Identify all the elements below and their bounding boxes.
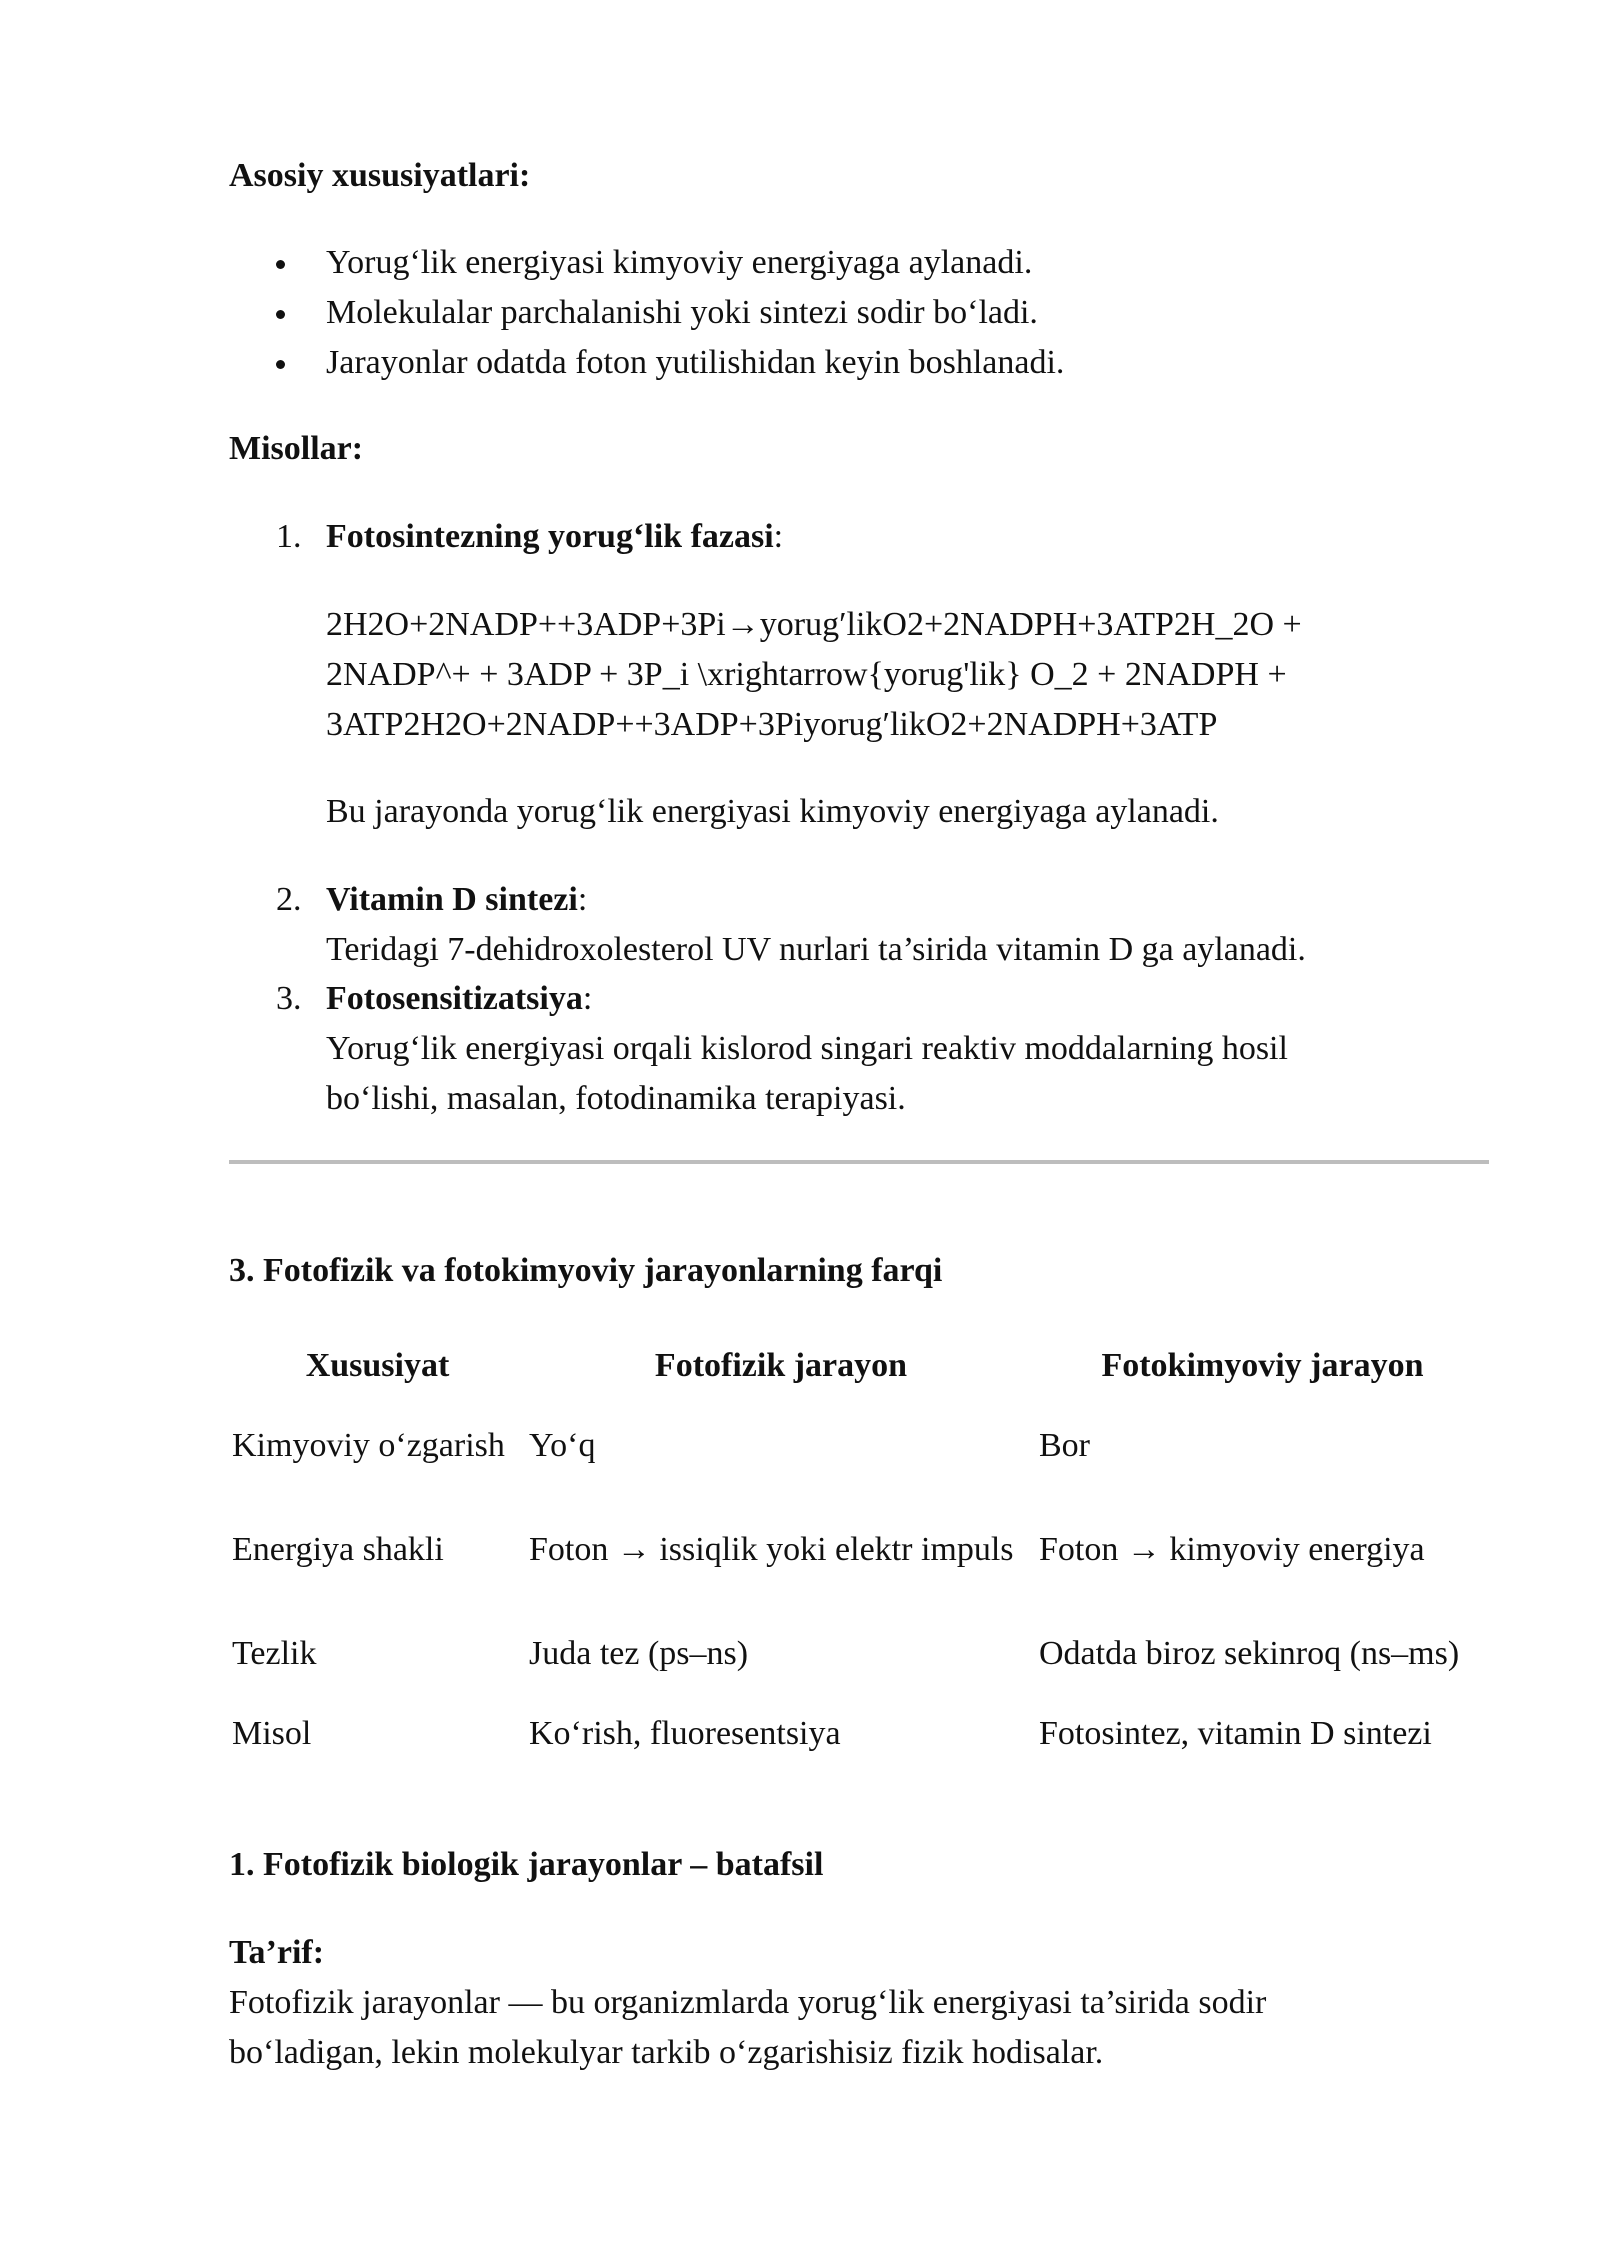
definition-label: Ta’rif: bbox=[229, 1934, 325, 1971]
table-cell: Foton → issiqlik yoki elektr impuls bbox=[529, 1531, 1014, 1568]
example-text: bo‘lishi, masalan, fotodinamika terapiyasi. bbox=[326, 1080, 906, 1117]
table-cell: Foton → kimyoviy energiya bbox=[1039, 1531, 1425, 1568]
definition-line: Fotofizik jarayonlar — bu organizmlarda yorug‘lik energiyasi ta’sirida sodir bbox=[229, 1984, 1267, 2021]
equation-line: 2NADP^+ + 3ADP + 3P_i \xrightarrow{yorug'lik} O_2 + 2NADPH + bbox=[326, 656, 1287, 693]
table-cell: Energiya shakli bbox=[232, 1531, 444, 1568]
table-cell: Odatda biroz sekinroq (ns–ms) bbox=[1039, 1635, 1460, 1672]
list-item bbox=[229, 288, 1489, 338]
table-cell: Yo‘q bbox=[529, 1427, 596, 1464]
list-item bbox=[229, 338, 1489, 388]
bullet-icon bbox=[276, 360, 285, 369]
feature-text: Molekulalar parchalanishi yoki sintezi sodir bo‘ladi. bbox=[326, 294, 1038, 331]
example-title: Vitamin D sintezi bbox=[326, 881, 578, 918]
table-row bbox=[229, 1706, 1489, 1762]
title-suffix: : bbox=[582, 980, 593, 1017]
examples-heading: Misollar: bbox=[229, 430, 364, 467]
table-header-row bbox=[229, 1338, 1489, 1394]
example-text: Teridagi 7-dehidroxolesterol UV nurlari ta’sirida vitamin D ga aylanadi. bbox=[326, 931, 1306, 968]
list-number: 1. bbox=[276, 518, 302, 555]
table-row bbox=[229, 1498, 1489, 1602]
list-number: 3. bbox=[276, 980, 302, 1017]
example-title: Fotosintezning yorug‘lik fazasi bbox=[326, 518, 774, 555]
section-divider bbox=[229, 1160, 1489, 1164]
table-cell: Tezlik bbox=[232, 1635, 317, 1672]
features-list bbox=[229, 238, 1489, 388]
feature-text: Yorug‘lik energiyasi kimyoviy energiyaga aylanadi. bbox=[326, 244, 1033, 281]
column-header: Fotofizik jarayon bbox=[654, 1347, 908, 1384]
comparison-heading: 3. Fotofizik va fotokimyoviy jarayonlarning farqi bbox=[229, 1252, 943, 1289]
example-text: Yorug‘lik energiyasi orqali kislorod singari reaktiv moddalarning hosil bbox=[326, 1030, 1288, 1067]
equation-line: 2H2O+2NADP++3ADP+3Pi→yorug′likO2+2NADPH+3ATP2H_2O + bbox=[326, 606, 1302, 643]
title-suffix: : bbox=[773, 518, 784, 555]
table-row bbox=[229, 1602, 1489, 1706]
table-row bbox=[229, 1394, 1489, 1498]
definition-line: bo‘ladigan, lekin molekulyar tarkib o‘zgarishisiz fizik hodisalar. bbox=[229, 2034, 1104, 2071]
section-heading: 1. Fotofizik biologik jarayonlar – batafsil bbox=[229, 1846, 824, 1883]
table-cell: Kimyoviy o‘zgarish bbox=[232, 1427, 505, 1464]
column-header: Xususiyat bbox=[305, 1347, 450, 1384]
example-title: Fotosensitizatsiya bbox=[326, 980, 583, 1017]
table-cell: Juda tez (ps–ns) bbox=[529, 1635, 749, 1672]
features-heading: Asosiy xususiyatlari: bbox=[229, 157, 531, 194]
bullet-icon bbox=[276, 310, 285, 319]
table-cell: Ko‘rish, fluoresentsiya bbox=[529, 1715, 841, 1752]
table-cell: Bor bbox=[1039, 1427, 1090, 1464]
feature-text: Jarayonlar odatda foton yutilishidan keyin boshlanadi. bbox=[326, 344, 1065, 381]
title-suffix: : bbox=[577, 881, 588, 918]
list-number: 2. bbox=[276, 881, 302, 918]
list-item bbox=[229, 238, 1489, 288]
definition-text bbox=[229, 1978, 1489, 2078]
comparison-table bbox=[229, 1338, 1489, 1762]
table-cell: Misol bbox=[232, 1715, 312, 1752]
example-note: Bu jarayonda yorug‘lik energiyasi kimyoviy energiyaga aylanadi. bbox=[326, 793, 1219, 830]
bullet-icon bbox=[276, 260, 285, 269]
equation-block bbox=[326, 600, 1489, 750]
column-header: Fotokimyoviy jarayon bbox=[1101, 1347, 1424, 1384]
equation-line: 3ATP2H2O+2NADP++3ADP+3Piyorug′likO2+2NADPH+3ATP bbox=[326, 706, 1218, 743]
table-cell: Fotosintez, vitamin D sintezi bbox=[1039, 1715, 1432, 1752]
